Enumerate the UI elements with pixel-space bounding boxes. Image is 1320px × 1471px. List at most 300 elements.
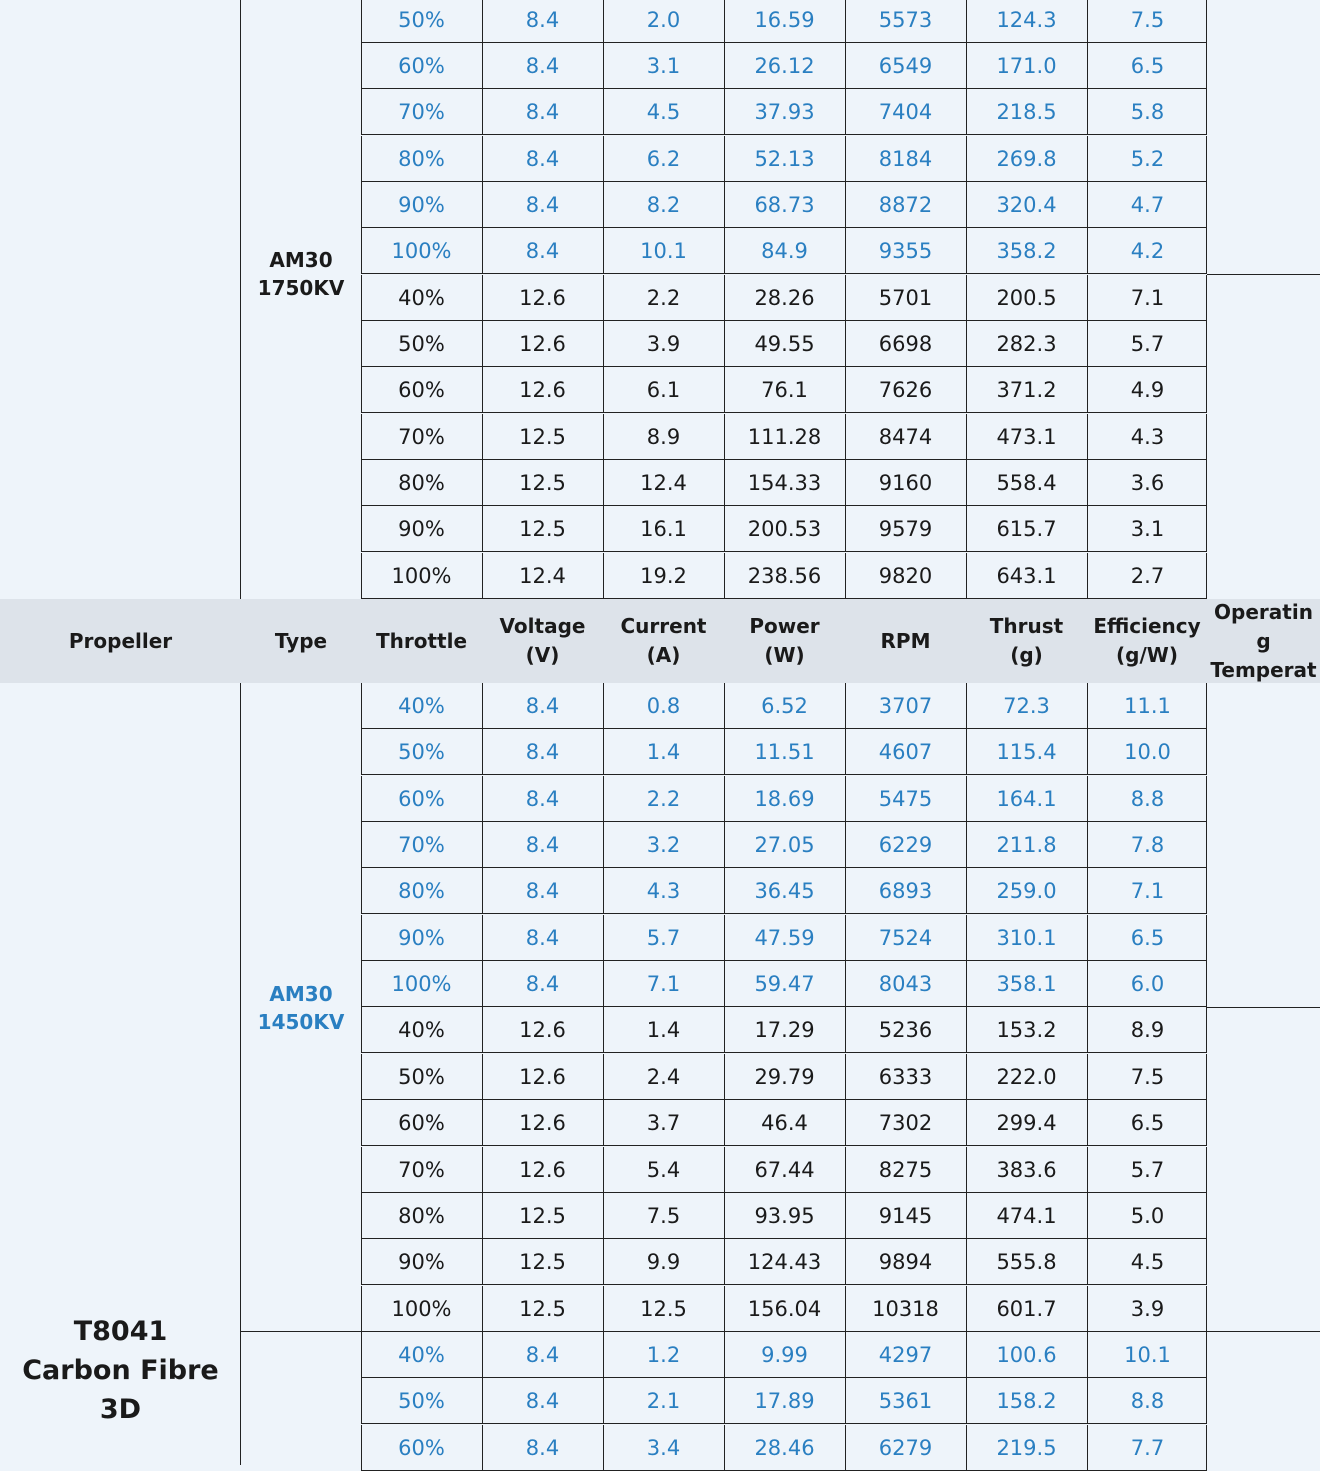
cell-current: 7.5 (646, 1203, 681, 1228)
cell-border (724, 414, 725, 460)
cell-border (603, 776, 604, 822)
motor-kv: 1450KV (257, 1010, 345, 1034)
cell-border (845, 1147, 846, 1193)
cell-border (966, 1054, 967, 1100)
table-row (361, 1007, 1207, 1053)
cell-border (724, 961, 725, 1007)
cell-border (482, 1007, 483, 1053)
cell-border (1087, 275, 1088, 321)
cell-border (1087, 1100, 1088, 1146)
cell-efficiency: 8.8 (1130, 786, 1165, 811)
cell-throttle: 90% (398, 1250, 445, 1275)
cell-rpm: 9894 (878, 1250, 933, 1275)
cell-border (482, 182, 483, 228)
cell-current: 1.4 (646, 740, 681, 765)
cell-throttle: 90% (398, 517, 445, 542)
cell-rpm: 8474 (878, 424, 933, 449)
cell-power: 49.55 (754, 331, 815, 356)
cell-voltage: 12.5 (519, 517, 566, 542)
table-row (361, 0, 1207, 43)
cell-efficiency: 3.1 (1130, 517, 1165, 542)
cell-rpm: 4607 (878, 740, 933, 765)
cell-throttle: 50% (398, 331, 445, 356)
table-row (361, 43, 1207, 89)
cell-border (966, 414, 967, 460)
cell-current: 2.1 (646, 1389, 681, 1414)
cell-power: 67.44 (754, 1157, 815, 1182)
cell-thrust: 200.5 (996, 285, 1057, 310)
cell-border (845, 683, 846, 729)
cell-current: 3.7 (646, 1111, 681, 1136)
cell-throttle: 80% (398, 879, 445, 904)
table-row (361, 506, 1207, 552)
cell-border (966, 228, 967, 274)
cell-border (724, 1286, 725, 1332)
cell-current: 3.1 (646, 53, 681, 78)
cell-power: 17.89 (754, 1389, 815, 1414)
cell-border (845, 367, 846, 413)
cell-border (482, 961, 483, 1007)
cell-border (966, 683, 967, 729)
grid-line (1207, 1007, 1320, 1008)
cell-efficiency: 8.8 (1130, 1389, 1165, 1414)
cell-rpm: 5236 (878, 1018, 933, 1043)
cell-throttle: 60% (398, 786, 445, 811)
cell-power: 37.93 (754, 100, 815, 125)
cell-border (845, 43, 846, 89)
cell-border (966, 868, 967, 914)
cell-border (603, 1332, 604, 1378)
cell-border (361, 553, 362, 599)
cell-thrust: 358.2 (996, 239, 1057, 264)
cell-efficiency: 4.9 (1130, 378, 1165, 403)
cell-border (1206, 729, 1207, 775)
cell-border (724, 1147, 725, 1193)
header-operating-temperature: Operatin g Temperat (1210, 599, 1317, 682)
cell-thrust: 222.0 (996, 1064, 1057, 1089)
cell-thrust: 358.1 (996, 972, 1057, 997)
cell-border (724, 321, 725, 367)
cell-rpm: 10318 (872, 1296, 939, 1321)
cell-border (603, 915, 604, 961)
cell-border (724, 460, 725, 506)
cell-border (482, 868, 483, 914)
cell-voltage: 12.6 (519, 285, 566, 310)
motor-model: AM30 (269, 248, 333, 272)
cell-border (724, 1054, 725, 1100)
cell-border (603, 414, 604, 460)
cell-rpm: 6549 (878, 53, 933, 78)
cell-border (845, 414, 846, 460)
cell-border (361, 43, 362, 89)
cell-border (603, 683, 604, 729)
cell-border (603, 321, 604, 367)
cell-border (1087, 1147, 1088, 1193)
cell-current: 2.4 (646, 1064, 681, 1089)
cell-voltage: 8.4 (525, 925, 560, 950)
cell-border (724, 228, 725, 274)
table-row (361, 1100, 1207, 1146)
header-thrust: Thrust (g) (989, 614, 1064, 667)
cell-throttle: 100% (391, 239, 452, 264)
cell-current: 2.2 (646, 285, 681, 310)
cell-rpm: 8872 (878, 192, 933, 217)
propeller-material: Carbon Fibre 3D (22, 1355, 219, 1425)
cell-border (724, 553, 725, 599)
cell-voltage: 12.6 (519, 1111, 566, 1136)
cell-rpm: 3707 (878, 694, 933, 718)
cell-border (845, 1332, 846, 1378)
cell-voltage: 12.5 (519, 1203, 566, 1228)
cell-border (724, 1100, 725, 1146)
cell-throttle: 60% (398, 378, 445, 403)
cell-thrust: 299.4 (996, 1111, 1057, 1136)
cell-border (1206, 1425, 1207, 1471)
cell-efficiency: 10.1 (1124, 1342, 1171, 1367)
cell-throttle: 100% (391, 972, 452, 997)
cell-border (966, 182, 967, 228)
cell-border (724, 1425, 725, 1471)
cell-border (361, 1239, 362, 1285)
cell-border (845, 321, 846, 367)
cell-thrust: 601.7 (996, 1296, 1057, 1321)
cell-thrust: 158.2 (996, 1389, 1057, 1414)
cell-border (482, 0, 483, 43)
cell-border (1087, 1054, 1088, 1100)
cell-border (845, 1054, 846, 1100)
cell-border (845, 506, 846, 552)
cell-border (482, 460, 483, 506)
cell-border (361, 0, 362, 43)
cell-border (1087, 553, 1088, 599)
cell-power: 93.95 (754, 1203, 815, 1228)
cell-border (482, 1332, 483, 1378)
cell-efficiency: 6.0 (1130, 972, 1165, 997)
cell-border (845, 182, 846, 228)
cell-thrust: 269.8 (996, 146, 1057, 171)
cell-border (603, 506, 604, 552)
cell-border (482, 1100, 483, 1146)
cell-power: 29.79 (754, 1064, 815, 1089)
cell-border (1087, 460, 1088, 506)
cell-rpm: 9160 (878, 471, 933, 495)
cell-rpm: 7524 (878, 925, 933, 950)
cell-current: 5.7 (646, 925, 681, 950)
cell-border (724, 182, 725, 228)
cell-voltage: 8.4 (525, 1435, 560, 1460)
cell-throttle: 80% (398, 146, 445, 171)
cell-border (724, 1239, 725, 1285)
cell-voltage: 8.4 (525, 7, 560, 32)
cell-border (845, 1007, 846, 1053)
cell-border (845, 460, 846, 506)
cell-rpm: 5475 (878, 786, 933, 811)
header-type: Type (274, 628, 328, 653)
cell-border (1206, 414, 1207, 460)
cell-border (1087, 1425, 1088, 1471)
cell-power: 36.45 (754, 879, 815, 904)
table-header-row (0, 599, 1320, 683)
cell-border (482, 367, 483, 413)
cell-border (482, 915, 483, 961)
cell-border (361, 1332, 362, 1378)
cell-border (845, 1193, 846, 1239)
cell-border (966, 822, 967, 868)
cell-current: 8.9 (646, 424, 681, 449)
cell-border (1087, 367, 1088, 413)
cell-border (724, 136, 725, 182)
cell-throttle: 70% (398, 100, 445, 125)
cell-border (966, 1425, 967, 1471)
cell-voltage: 12.5 (519, 471, 566, 495)
cell-efficiency: 6.5 (1130, 925, 1165, 950)
cell-rpm: 8043 (878, 972, 933, 997)
cell-efficiency: 3.9 (1130, 1296, 1165, 1321)
cell-efficiency: 7.1 (1130, 879, 1165, 904)
cell-rpm: 9355 (878, 239, 933, 264)
table-row (361, 1378, 1207, 1424)
cell-thrust: 473.1 (996, 424, 1057, 449)
cell-border (603, 961, 604, 1007)
cell-voltage: 8.4 (525, 239, 560, 264)
cell-border (361, 136, 362, 182)
cell-border (1206, 553, 1207, 599)
table-row (361, 961, 1207, 1007)
cell-border (724, 915, 725, 961)
cell-border (361, 822, 362, 868)
cell-thrust: 124.3 (996, 7, 1057, 32)
cell-power: 18.69 (754, 786, 815, 811)
motor-type-am30-1750kv (241, 246, 361, 302)
table-row (361, 868, 1207, 914)
cell-voltage: 8.4 (525, 786, 560, 811)
cell-power: 238.56 (747, 563, 822, 588)
table-row (361, 1286, 1207, 1332)
cell-border (482, 729, 483, 775)
cell-rpm: 5701 (878, 285, 933, 310)
cell-border (603, 0, 604, 43)
cell-border (845, 915, 846, 961)
cell-power: 16.59 (754, 7, 815, 32)
cell-efficiency: 5.0 (1130, 1203, 1165, 1228)
cell-throttle: 50% (398, 1389, 445, 1414)
cell-border (966, 1100, 967, 1146)
cell-border (361, 1193, 362, 1239)
cell-efficiency: 7.8 (1130, 833, 1165, 858)
cell-border (724, 0, 725, 43)
cell-efficiency: 5.2 (1130, 146, 1165, 171)
table-row (361, 1054, 1207, 1100)
cell-border (724, 506, 725, 552)
cell-border (724, 1193, 725, 1239)
cell-throttle: 60% (398, 1111, 445, 1136)
cell-thrust: 558.4 (996, 471, 1057, 495)
cell-voltage: 8.4 (525, 53, 560, 78)
cell-throttle: 60% (398, 1435, 445, 1460)
cell-border (603, 1239, 604, 1285)
cell-border (845, 961, 846, 1007)
cell-border (482, 136, 483, 182)
cell-border (845, 1286, 846, 1332)
cell-border (845, 1239, 846, 1285)
cell-border (1206, 1193, 1207, 1239)
cell-power: 28.46 (754, 1435, 815, 1460)
table-row (361, 414, 1207, 460)
cell-thrust: 320.4 (996, 192, 1057, 217)
cell-border (1087, 321, 1088, 367)
cell-thrust: 383.6 (996, 1157, 1057, 1182)
cell-border (1087, 868, 1088, 914)
cell-border (724, 89, 725, 135)
cell-rpm: 9820 (878, 563, 933, 588)
cell-border (603, 228, 604, 274)
cell-border (482, 1147, 483, 1193)
cell-border (603, 136, 604, 182)
cell-border (361, 915, 362, 961)
cell-border (1206, 822, 1207, 868)
cell-current: 4.5 (646, 100, 681, 125)
cell-border (966, 961, 967, 1007)
cell-efficiency: 8.9 (1130, 1018, 1165, 1043)
cell-border (966, 1378, 967, 1424)
cell-border (603, 1007, 604, 1053)
header-propeller: Propeller (68, 628, 173, 653)
cell-border (603, 43, 604, 89)
cell-thrust: 171.0 (996, 53, 1057, 78)
table-row (361, 1239, 1207, 1285)
cell-power: 124.43 (747, 1250, 822, 1275)
cell-border (603, 1100, 604, 1146)
cell-border (845, 0, 846, 43)
motor-model: AM30 (269, 982, 333, 1006)
cell-border (724, 43, 725, 89)
grid-line (240, 1331, 361, 1332)
cell-throttle: 80% (398, 471, 445, 495)
cell-throttle: 60% (398, 53, 445, 78)
cell-current: 19.2 (640, 563, 687, 588)
cell-border (361, 228, 362, 274)
header-throttle: Throttle (375, 628, 468, 653)
cell-border (1206, 275, 1207, 321)
cell-current: 16.1 (640, 517, 687, 542)
cell-voltage: 8.4 (525, 1342, 560, 1367)
cell-thrust: 310.1 (996, 925, 1057, 950)
cell-border (482, 43, 483, 89)
cell-border (1087, 136, 1088, 182)
cell-border (966, 89, 967, 135)
cell-border (1087, 89, 1088, 135)
cell-voltage: 12.6 (519, 1064, 566, 1089)
cell-border (724, 367, 725, 413)
header-voltage: Voltage (V) (499, 614, 586, 667)
cell-border (724, 1332, 725, 1378)
cell-border (361, 1425, 362, 1471)
cell-current: 3.9 (646, 331, 681, 356)
cell-voltage: 12.6 (519, 1157, 566, 1182)
cell-border (1087, 0, 1088, 43)
cell-current: 12.5 (640, 1296, 687, 1321)
cell-throttle: 70% (398, 833, 445, 858)
cell-voltage: 8.4 (525, 694, 560, 718)
cell-rpm: 7404 (878, 100, 933, 125)
cell-current: 2.0 (646, 7, 681, 32)
cell-border (603, 822, 604, 868)
cell-border (966, 321, 967, 367)
cell-border (1206, 961, 1207, 1007)
cell-border (603, 1193, 604, 1239)
cell-rpm: 8184 (878, 146, 933, 171)
cell-border (603, 1425, 604, 1471)
cell-voltage: 8.4 (525, 100, 560, 125)
cell-border (1206, 683, 1207, 729)
cell-thrust: 371.2 (996, 378, 1057, 403)
cell-border (1206, 1054, 1207, 1100)
cell-power: 111.28 (747, 424, 822, 449)
cell-efficiency: 7.1 (1130, 285, 1165, 310)
cell-throttle: 70% (398, 424, 445, 449)
cell-border (966, 915, 967, 961)
cell-border (603, 553, 604, 599)
cell-border (724, 1378, 725, 1424)
cell-power: 11.51 (754, 740, 815, 765)
cell-power: 46.4 (761, 1111, 808, 1136)
cell-power: 17.29 (754, 1018, 815, 1043)
cell-border (1206, 89, 1207, 135)
table-row (361, 367, 1207, 413)
cell-border (361, 776, 362, 822)
cell-efficiency: 11.1 (1124, 694, 1171, 718)
cell-border (603, 1286, 604, 1332)
cell-thrust: 282.3 (996, 331, 1057, 356)
cell-border (1206, 1100, 1207, 1146)
cell-throttle: 50% (398, 7, 445, 32)
cell-rpm: 6279 (878, 1435, 933, 1460)
cell-border (966, 1286, 967, 1332)
table-row (361, 729, 1207, 775)
cell-border (361, 1054, 362, 1100)
cell-border (966, 275, 967, 321)
table-row (361, 822, 1207, 868)
cell-efficiency: 5.8 (1130, 100, 1165, 125)
cell-efficiency: 6.5 (1130, 1111, 1165, 1136)
cell-border (361, 961, 362, 1007)
cell-power: 59.47 (754, 972, 815, 997)
motor-type-am30-1450kv (241, 980, 361, 1036)
cell-border (482, 1193, 483, 1239)
cell-border (724, 729, 725, 775)
cell-rpm: 5361 (878, 1389, 933, 1414)
cell-voltage: 12.6 (519, 378, 566, 403)
cell-efficiency: 5.7 (1130, 1157, 1165, 1182)
cell-border (482, 275, 483, 321)
table-row (361, 275, 1207, 321)
cell-power: 9.99 (761, 1342, 808, 1367)
cell-voltage: 8.4 (525, 833, 560, 858)
cell-thrust: 555.8 (996, 1250, 1057, 1275)
cell-current: 6.2 (646, 146, 681, 171)
cell-border (845, 228, 846, 274)
cell-border (482, 776, 483, 822)
cell-efficiency: 4.5 (1130, 1250, 1165, 1275)
cell-border (1206, 1378, 1207, 1424)
cell-border (482, 89, 483, 135)
cell-power: 47.59 (754, 925, 815, 950)
cell-border (845, 868, 846, 914)
cell-border (482, 321, 483, 367)
cell-current: 9.9 (646, 1250, 681, 1275)
cell-border (482, 1425, 483, 1471)
cell-current: 0.8 (646, 694, 681, 718)
